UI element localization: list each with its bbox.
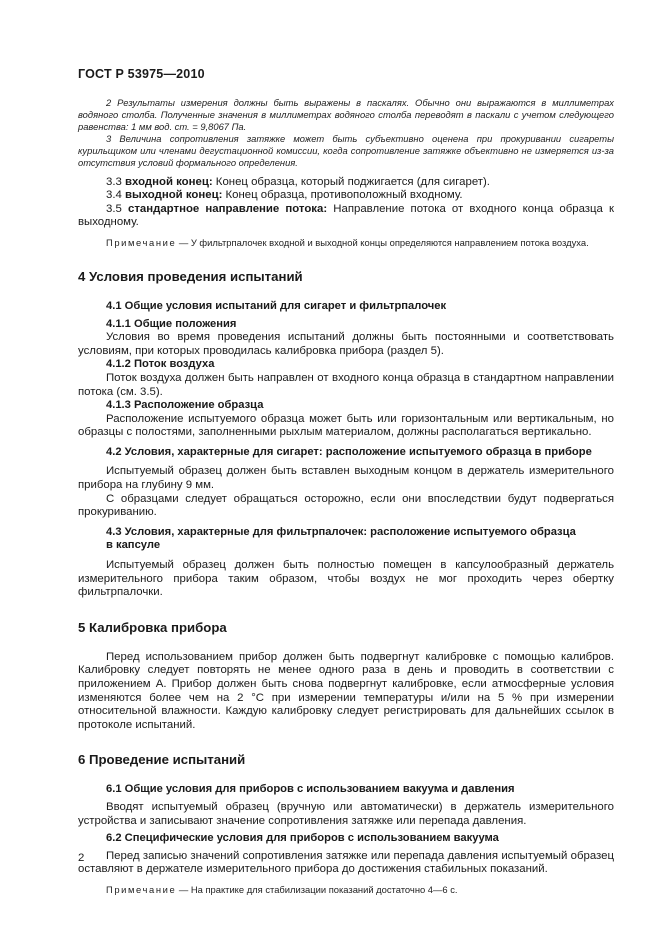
subsection-4-1-2-text: Поток воздуха должен быть направлен от входного конца образца в стандартном направлении потока (см. 3.5). bbox=[78, 371, 614, 398]
definition-term: выходной конец: bbox=[125, 189, 223, 202]
definitions-note bbox=[78, 236, 614, 249]
definition-3-3 bbox=[78, 176, 614, 190]
section-6-note bbox=[78, 883, 614, 896]
note-text: — У фильтрпалочек входной и выходной концы определяются направлением потока воздуха. bbox=[176, 236, 589, 248]
section-4-heading: 4 Условия проведения испытаний bbox=[78, 268, 303, 284]
subsection-4-3-heading-line-1: 4.3 Условия, характерные для фильтрпалочек: расположение испытуемого образца bbox=[106, 525, 576, 538]
definition-number: 3.5 bbox=[106, 202, 122, 215]
subsection-4-1-heading: 4.1 Общие условия испытаний для сигарет и фильтрпалочек bbox=[106, 299, 447, 312]
note-label: Примечание bbox=[106, 883, 177, 895]
page-content bbox=[78, 97, 614, 896]
section-6-heading: 6 Проведение испытаний bbox=[78, 752, 246, 768]
definition-3-4 bbox=[78, 189, 614, 203]
subsection-6-2-heading: 6.2 Специфические условия для приборов с использованием вакуума bbox=[106, 832, 499, 845]
subsection-6-2-text: Перед записью значений сопротивления затяжке или перепада давления испытуемый образец оставляют в держателе измерительного прибора до достижения стабильных показаний. bbox=[78, 849, 614, 876]
subsection-6-1-text: Вводят испытуемый образец (вручную или автоматически) в держатель измерительного устройства и записывают значение сопротивления затяжке или перепада давления. bbox=[78, 800, 614, 827]
subsection-4-2-heading: 4.2 Условия, характерные для сигарет: расположение испытуемого образца в приборе bbox=[106, 445, 592, 458]
definition-3-5 bbox=[78, 203, 614, 230]
subsection-4-1-2-heading: 4.1.2 Поток воздуха bbox=[106, 358, 215, 371]
note-text: — На практике для стабилизации показаний достаточно 4—6 с. bbox=[176, 883, 458, 895]
definition-number: 3.4 bbox=[106, 189, 122, 202]
document-code-header: ГОСТ Р 53975—2010 bbox=[78, 67, 205, 81]
definition-number: 3.3 bbox=[106, 175, 122, 188]
subsection-4-2-text-1: Испытуемый образец должен быть вставлен выходным концом в держатель измерительного прибора на глубину 9 мм. bbox=[78, 465, 614, 492]
definition-text: Конец образца, противоположный входному. bbox=[222, 189, 463, 202]
definition-text: Направление потока от входного конца образца к выходному. bbox=[78, 202, 614, 229]
subsection-4-3-heading bbox=[78, 526, 614, 553]
section-5-heading: 5 Калибровка прибора bbox=[78, 619, 227, 635]
note-2: 2 Результаты измерения должны быть выражены в паскалях. Обычно они выражаются в миллиметрах водяного столба. Полученные значения в миллиметрах водяного столба переводят в паскали с учетом следующего равенства: 1 мм вод. ст. = 9,8067 Па. bbox=[78, 97, 614, 133]
section-5-text: Перед использованием прибор должен быть подвергнут калибровке с помощью калибров. Калибровку следует повторять не менее одного раза в день и проводить в соответствии с приложением А. Прибор должен быть снова подвергнут калибровке, если атмосферные условия изменяются более чем на 2 °С при измерении температуры и/или на 5 % при измерении относительной влажности. Каждую калибровку следует регистрировать для дальнейших ссылок в протоколе испытаний. bbox=[78, 650, 614, 731]
subsection-4-1-3-text: Расположение испытуемого образца может быть или горизонтальным или вертикальным, но образцы с полостями, заполненными рыхлым материалом, должны располагаться вертикально. bbox=[78, 412, 614, 439]
subsection-4-1-3-heading: 4.1.3 Расположение образца bbox=[106, 399, 264, 412]
note-label: Примечание bbox=[106, 236, 177, 248]
subsection-4-2-text-2: С образцами следует обращаться осторожно, если они впоследствии будут подвергаться прокуриванию. bbox=[78, 492, 614, 519]
subsection-4-1-1-text: Условия во время проведения испытаний должны быть постоянными и соответствовать условиям, при которых проводилась калибровка прибора (раздел 5). bbox=[78, 331, 614, 357]
page-number: 2 bbox=[78, 852, 85, 864]
note-3: 3 Величина сопротивления затяжке может быть субъективно оценена при прокуривании сигареты курильщиком или членами дегустационной комиссии, когда сопротивление затяжке объективно не измеряется из-за отсутствия условий формального определения. bbox=[78, 133, 614, 169]
subsection-4-3-heading-line-2: в капсуле bbox=[106, 539, 161, 552]
definition-term: входной конец: bbox=[125, 175, 213, 188]
subsection-4-1-1-heading: 4.1.1 Общие положения bbox=[106, 317, 237, 330]
definition-term: стандартное направление потока: bbox=[127, 202, 328, 215]
definition-text: Конец образца, который поджигается (для сигарет). bbox=[212, 175, 490, 188]
subsection-4-3-text: Испытуемый образец должен быть полностью помещен в капсулообразный держатель измерительного прибора таким образом, чтобы воздух не мог проходить через обертку фильтрпалочки. bbox=[78, 559, 614, 599]
subsection-6-1-heading: 6.1 Общие условия для приборов с использованием вакуума и давления bbox=[106, 783, 515, 796]
